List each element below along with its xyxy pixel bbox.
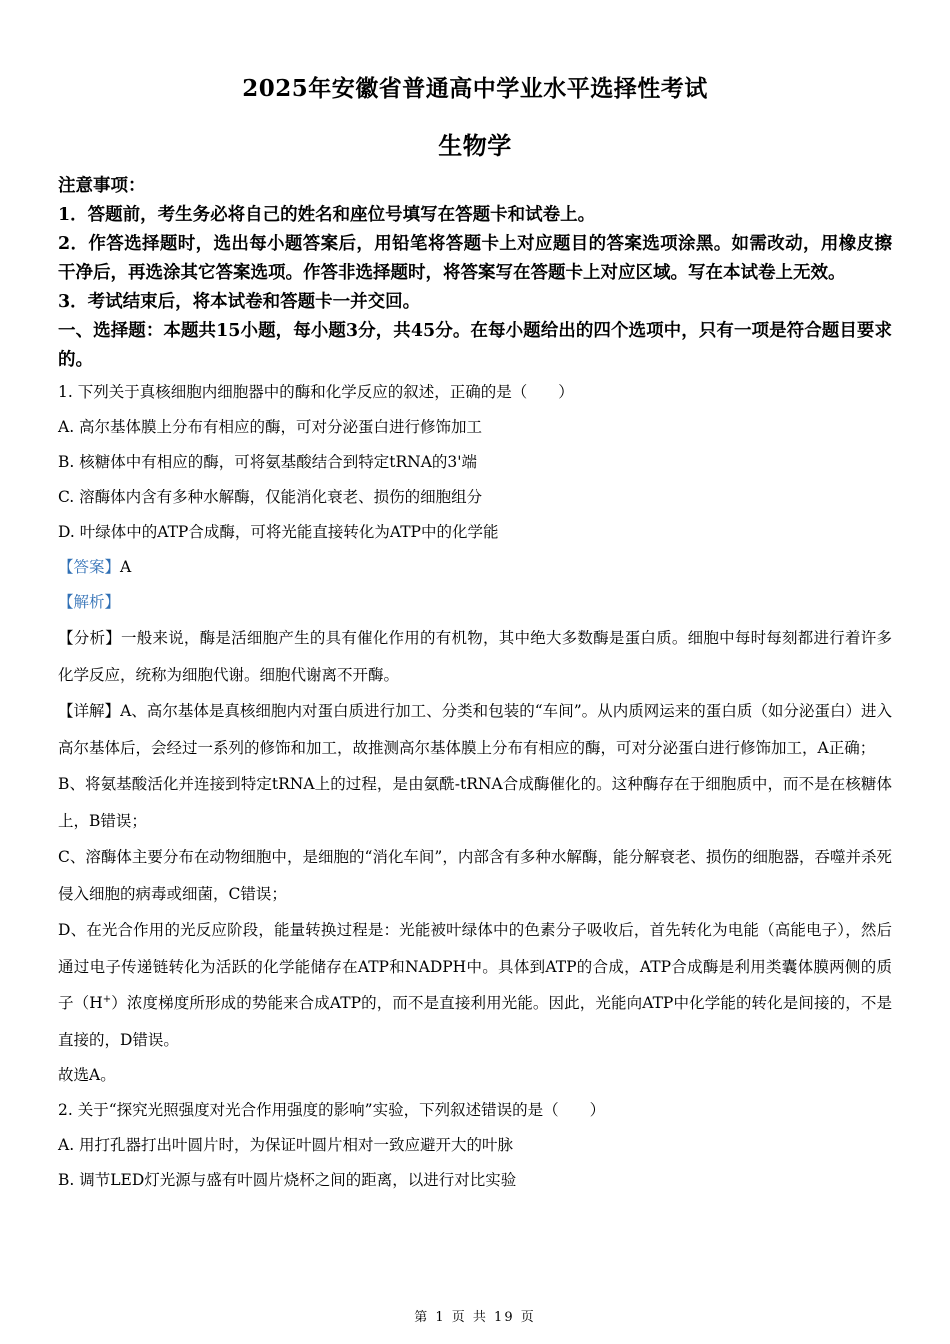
question-1-option-a: A. 高尔基体膜上分布有相应的酶，可对分泌蛋白进行修饰加工 [58,418,483,436]
exam-content [58,172,892,1198]
xiangjie-tag: 【详解】 [58,702,121,720]
exam-title: 2025年安徽省普通高中学业水平选择性考试 [242,75,708,102]
subject-title: 生物学 [438,131,512,160]
detail-d-text-2: ）浓度梯度所形成的势能来合成ATP的，而不是直接利用光能。因此，光能向ATP中化学能的转化是间接的，不是直接的，D错误。 [58,994,892,1049]
question-1-stem: 1. 下列关于真核细胞内细胞器中的酶和化学反应的叙述，正确的是（ ） [58,383,574,401]
proton-superscript: + [102,993,112,1005]
question-2-option-b: B. 调节LED灯光源与盛有叶圆片烧杯之间的距离，以进行对比实验 [58,1171,517,1189]
question-2-option-a: A. 用打孔器打出叶圆片时，为保证叶圆片相对一致应避开大的叶脉 [58,1136,514,1154]
question-2-stem: 2. 关于“探究光照强度对光合作用强度的影响”实验，下列叙述错误的是（ ） [58,1101,606,1119]
notice-item-3: 3．考试结束后，将本试卷和答题卡一并交回。 [58,292,421,312]
notice-item-1: 1．答题前，考生务必将自己的姓名和座位号填写在答题卡和试卷上。 [58,205,596,225]
question-1-option-d: D. 叶绿体中的ATP合成酶，可将光能直接转化为ATP中的化学能 [58,523,499,541]
section-heading: 一、选择题：本题共15小题，每小题3分，共45分。在每小题给出的四个选项中，只有一项是符合题目要求的。 [58,321,892,370]
detail-d-text-1: D、在光合作用的光反应阶段，能量转换过程是：光能被叶绿体中的色素分子吸收后，首先转化为电能（高能电子），然后通过电子传递链转化为活跃的化学能储存在ATP和NADPH中。具体到ATP的合成，ATP合成酶是利用类囊体膜两侧的质子（H [58,921,892,1012]
answer-line [58,550,892,585]
detail-paragraph-b: B、将氨基酸活化并连接到特定tRNA上的过程，是由氨酰-tRNA合成酶催化的。这种酶存在于细胞质中，而不是在核糖体上，B错误； [58,775,892,830]
fenxi-paragraph [58,620,892,693]
answer-tag: 【答案】 [58,558,121,576]
fenxi-text: 一般来说，酶是活细胞产生的具有催化作用的有机物，其中绝大多数酶是蛋白质。细胞中每时每刻都进行着许多化学反应，统称为细胞代谢。细胞代谢离不开酶。 [58,629,892,684]
question-1-option-b: B. 核糖体中有相应的酶，可将氨基酸结合到特定tRNA的3'端 [58,453,478,471]
detail-paragraph-a [58,693,892,766]
answer-value: A [120,558,132,576]
detail-paragraph-c: C、溶酶体主要分布在动物细胞中，是细胞的“消化车间”，内部含有多种水解酶，能分解衰老、损伤的细胞器，吞噬并杀死侵入细胞的病毒或细菌，C错误； [58,848,892,903]
detail-a-text: A、高尔基体是真核细胞内对蛋白质进行加工、分类和包装的“车间”。从内质网运来的蛋白质（如分泌蛋白）进入高尔基体后，会经过一系列的修饰和加工，故推测高尔基体膜上分布有相应的酶，可对分泌蛋白进行修饰加工，A正确； [58,702,892,757]
question-1-option-c: C. 溶酶体内含有多种水解酶，仅能消化衰老、损伤的细胞组分 [58,488,483,506]
page-footer: 第 1 页 共 19 页 [414,1310,536,1325]
conclusion: 故选A。 [58,1066,116,1084]
analysis-tag: 【解析】 [58,593,121,611]
detail-paragraph-d [58,912,892,1058]
notice-item-2: 2．作答选择题时，选出每小题答案后，用铅笔将答题卡上对应题目的答案选项涂黑。如需改动，用橡皮擦干净后，再选涂其它答案选项。作答非选择题时，将答案写在答题卡上对应区域。写在本试卷上无效。 [58,234,892,283]
fenxi-tag: 【分析】 [58,629,121,647]
notice-heading: 注意事项： [58,176,146,196]
